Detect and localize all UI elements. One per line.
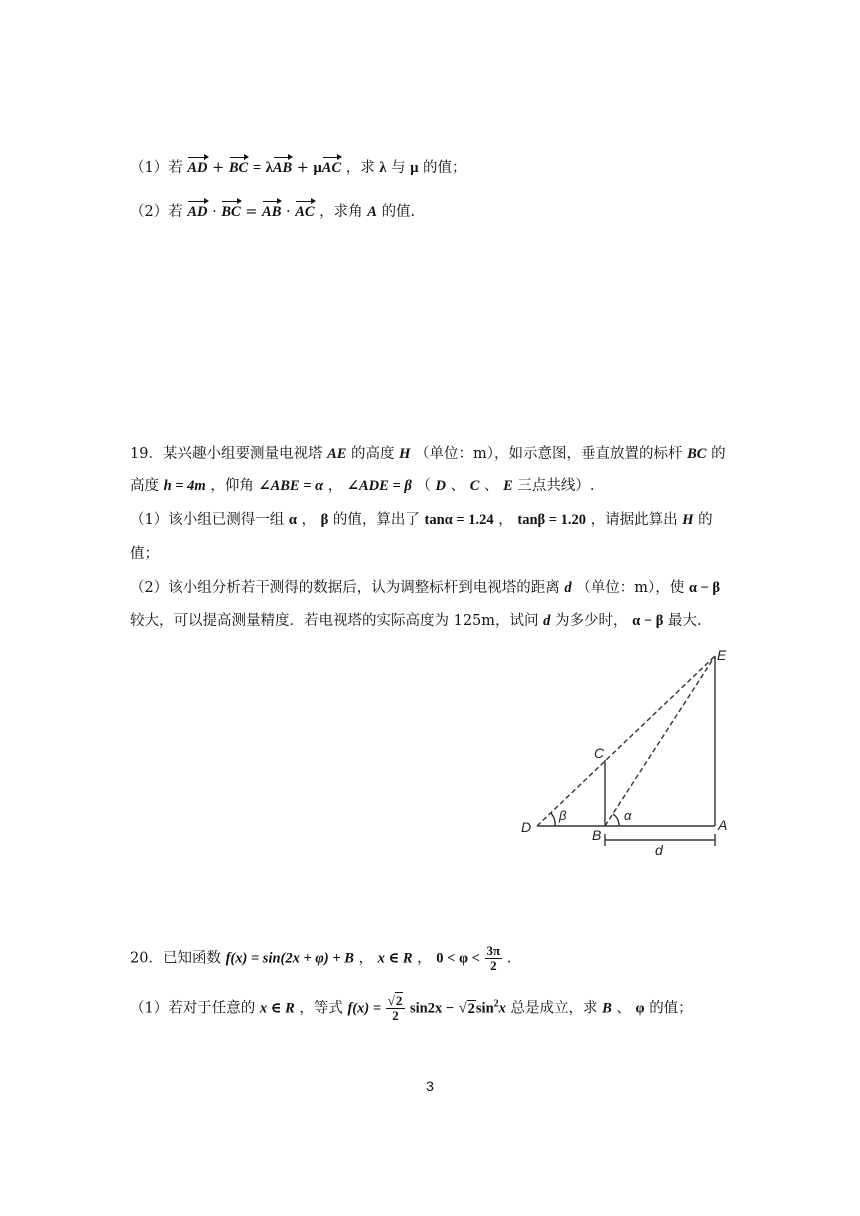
q19-line1: 19．某兴趣小组要测量电视塔 AE 的高度 H （单位：m），如示意图，垂直放置的标杆 BC 的 bbox=[130, 446, 726, 462]
q19-part1: （1）该小组已测得一组 α ， β 的值，算出了 tanα = 1.24 ， tanβ = 1.20 ，请据此算出 H 的 bbox=[130, 512, 713, 528]
vector-AC: AC bbox=[321, 160, 342, 176]
vector-AB: AB bbox=[272, 160, 293, 176]
label-alpha: α bbox=[624, 808, 632, 823]
q20-line1: 20．已知函数 f(x) = sin(2x + φ) + B ， x ∈ R ， 0 < φ < $\frac{3\pi}{2}$ . bbox=[130, 943, 512, 973]
sightline-BE bbox=[605, 656, 715, 826]
q20-part1: （1）若对于任意的 x ∈ R ，等式 f(x) = $\frac{√2}{2}$ $\sin 2x - √2\sin^2x$ 总是成立，求 B 、 φ 的值； bbox=[130, 993, 693, 1023]
q19-line2: 高度 h = 4m ，仰角 ∠ABE = α ， ∠ADE = β （ D 、 C 、 E 三点共线）. bbox=[130, 478, 595, 494]
label-D: D bbox=[521, 819, 532, 835]
vector-AD: AD bbox=[187, 160, 208, 176]
q18-part1: （1）若 AD + BC = λAB + μAC ，求 λ 与 μ 的值； bbox=[130, 160, 467, 176]
q19-part2: （2）该小组分析若干测得的数据后，认为调整标杆到电视塔的距离 d （单位：m），使 α − β bbox=[130, 580, 721, 596]
q19-part2-cont: 较大，可以提高测量精度．若电视塔的实际高度为 125m，试问 d 为多少时， α − β 最大. bbox=[130, 613, 702, 629]
q18-part2: （2）若 AD · BC = AB · AC ，求角 A 的值. bbox=[130, 204, 416, 220]
sqrt-2: √2 bbox=[458, 1000, 475, 1017]
angle-alpha-arc bbox=[613, 814, 619, 826]
label-beta: β bbox=[559, 808, 567, 823]
tower-diagram bbox=[515, 640, 745, 865]
fraction-sqrt2-over-2: $\frac{√2}{2}$ bbox=[386, 994, 406, 1023]
sightline-DE bbox=[537, 656, 715, 826]
label-E: E bbox=[717, 647, 727, 663]
page-number: 3 bbox=[426, 1078, 434, 1094]
label-A: A bbox=[718, 817, 728, 833]
q19-part1-cont: 值； bbox=[130, 546, 159, 562]
label-B: B bbox=[592, 827, 602, 843]
label-d: d bbox=[655, 842, 663, 858]
fraction-3pi-over-2: $\frac{3\pi}{2}$ bbox=[486, 943, 501, 973]
label-C: C bbox=[594, 745, 605, 761]
vector-BC: BC bbox=[228, 160, 249, 176]
angle-beta-arc bbox=[551, 813, 555, 826]
